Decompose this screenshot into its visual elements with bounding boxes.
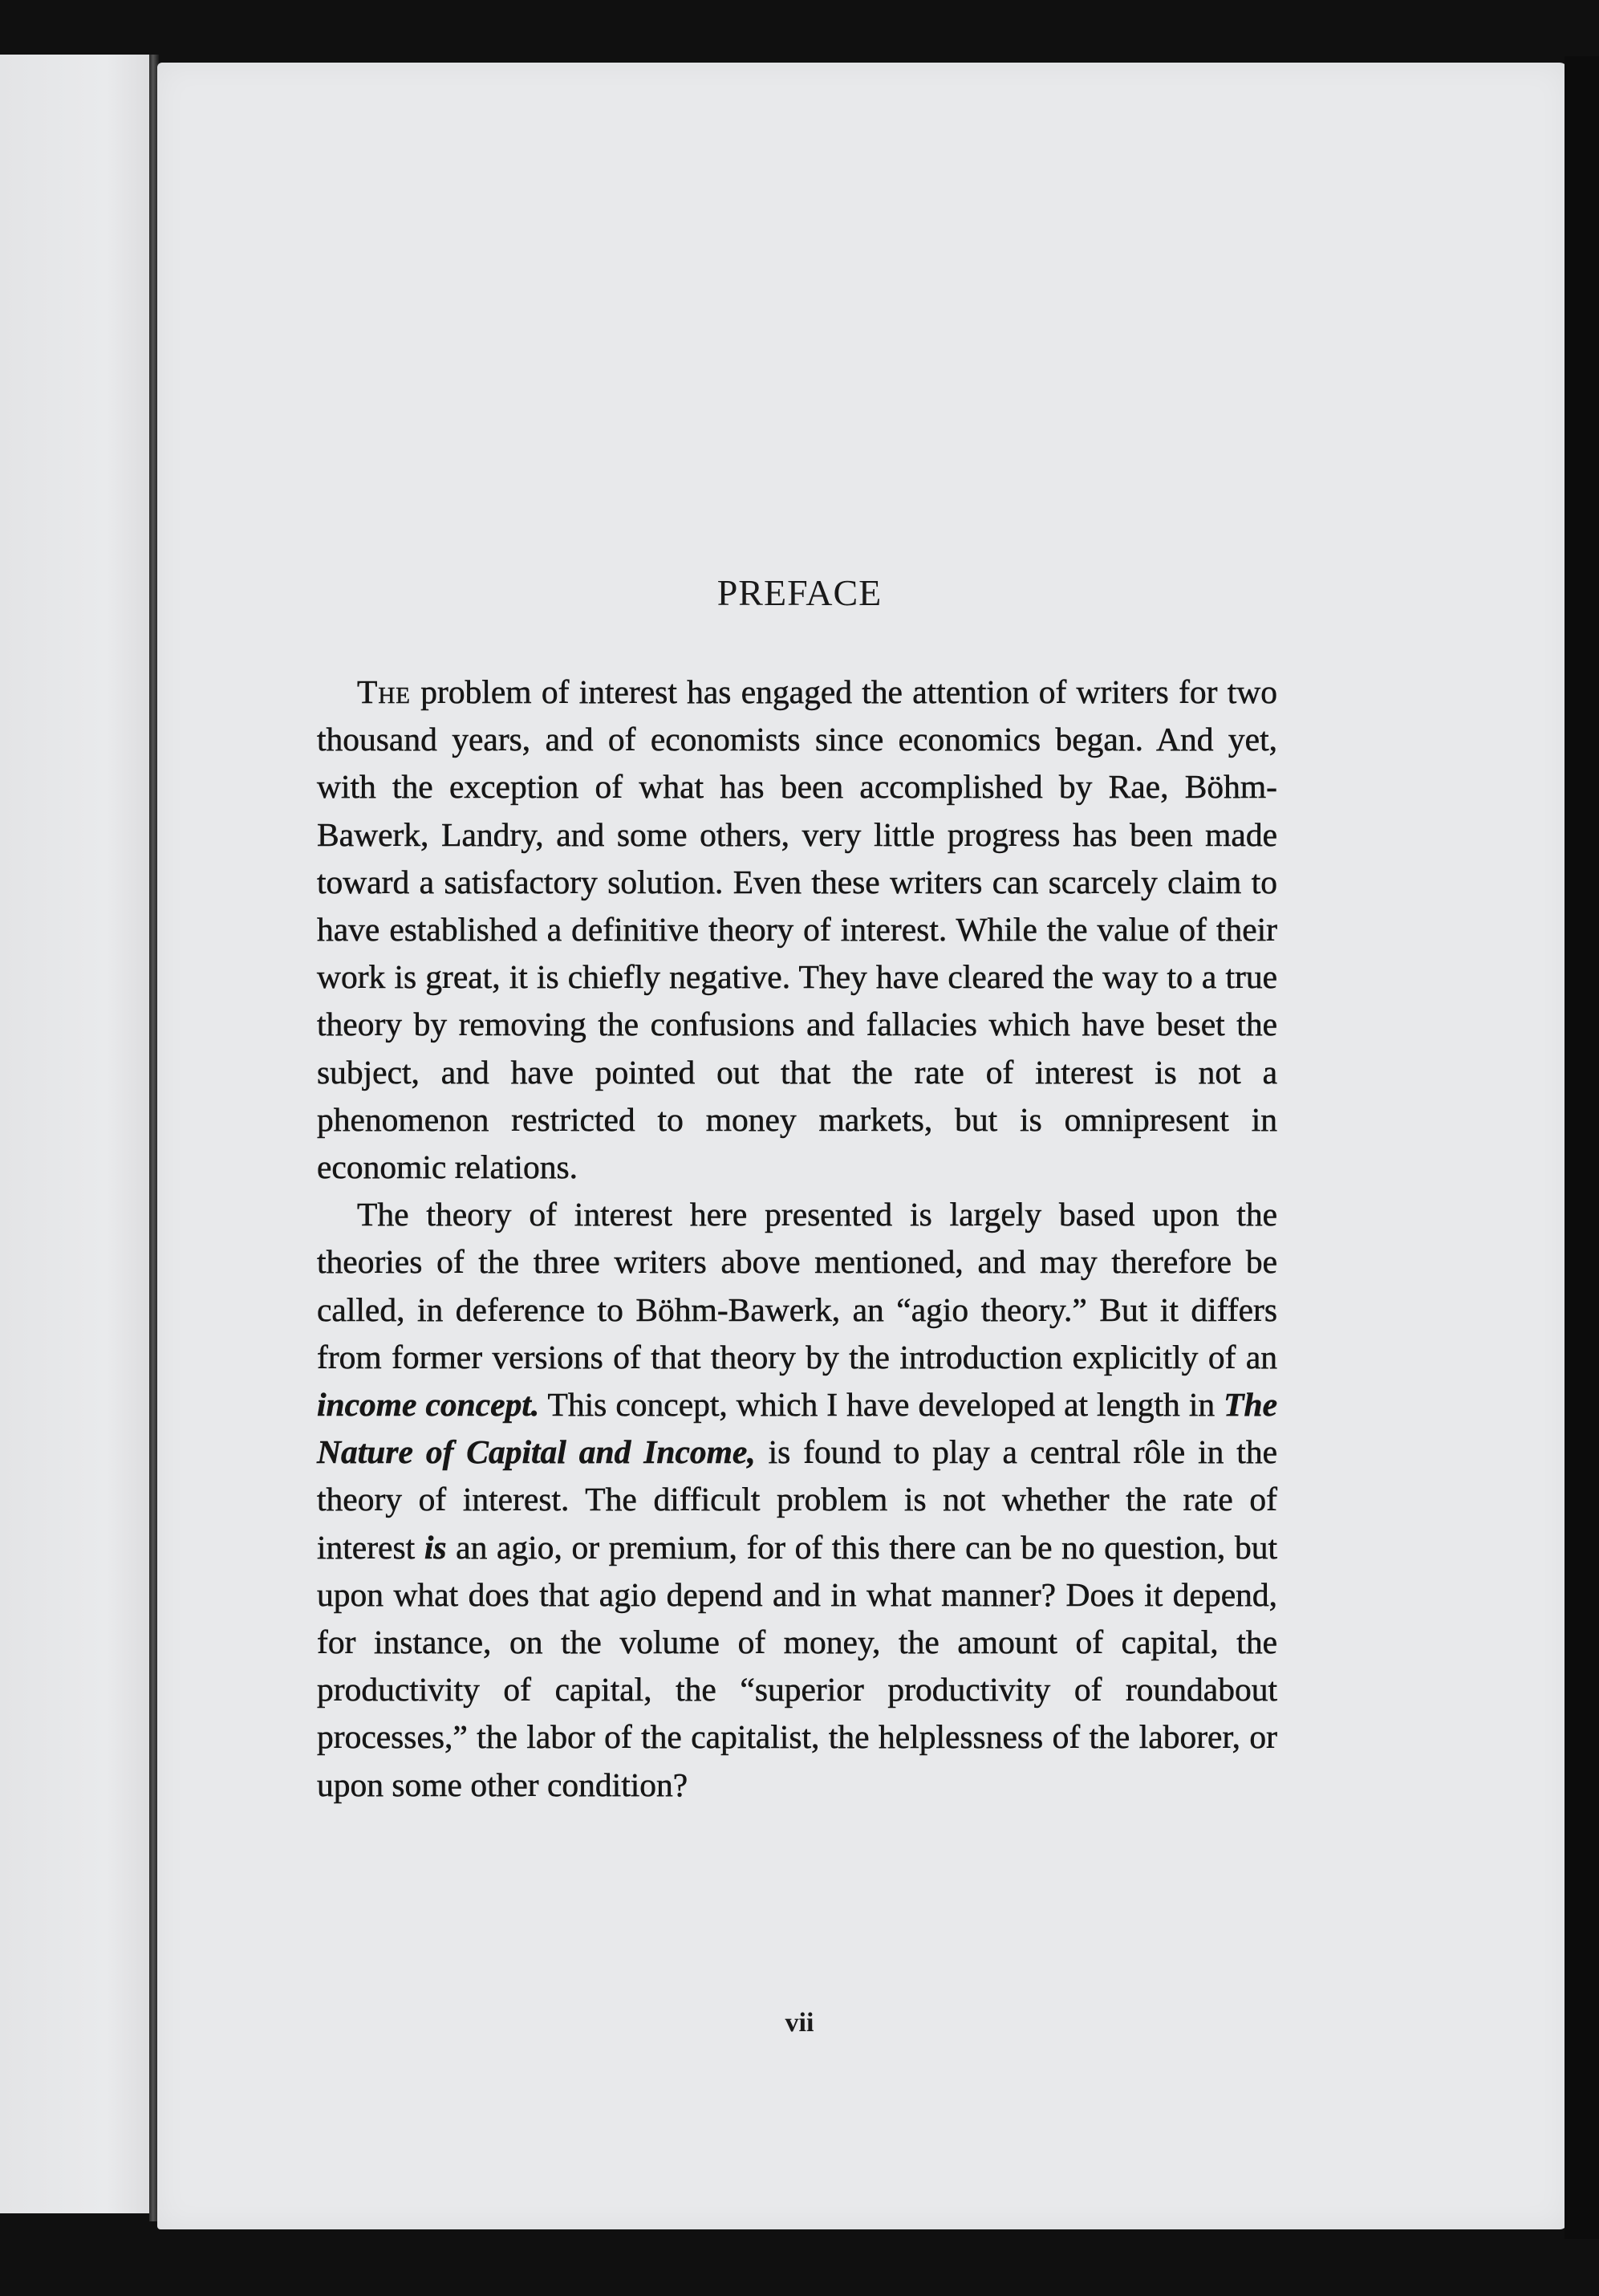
preface-body (317, 668, 1277, 1809)
paragraph (317, 1191, 1277, 1809)
paragraph-text: This concept, which I have developed at length in (539, 1386, 1224, 1424)
paragraph-text: an agio, or premium, for of this there can be no question, but upon what does that agio depend and in what manner? Does it depend, for instance, on the volume of money, the amount of capital, the productivity of capital, the “superior productivity of roundabout processes,” the labor of the capitalist, the helplessness of the laborer, or upon some other condition? (317, 1528, 1277, 1803)
facing-page-margin (0, 55, 152, 2213)
paragraph-text: problem of interest has engaged the attention of writers for two thousand years, and of economists since economics began. And yet, with the exception of what has been accomplished by Rae, Böhm-Bawerk, Landry, and some others, very little progress has been made toward a satisfactory solution. Even these writers can scarcely claim to have established a definitive theory of interest. While the value of their work is great, it is chiefly negative. They have cleared the way to a true theory by removing the confusions and fallacies which have beset the subject, and have pointed out that the rate of interest is not a phenomenon restricted to money markets, but is omnipresent in economic relations. (317, 673, 1277, 1186)
emphasis-text: income concept. (317, 1386, 540, 1424)
book-title-reference: The Nature of Capital and Income, (317, 1386, 1277, 1471)
drop-lead-word: The (357, 673, 412, 710)
page-title: PREFACE (716, 572, 883, 613)
page-number: vii (785, 2008, 814, 2038)
emphasis-text: is (424, 1528, 447, 1566)
paragraph-text: is found to play a central rôle in the theory of interest. The difficult problem is not whether the rate of interest (317, 1433, 1277, 1566)
paragraph (317, 668, 1277, 1191)
paragraph-text: The theory of interest here presented is largely based upon the theories of the three writers above mentioned, and may therefore be called, in deference to Böhm-Bawerk, an “agio theory.” But it differs from former versions of that theory by the introduction explicitly of an (317, 1196, 1277, 1376)
page-edge-shadow (1565, 56, 1599, 2239)
